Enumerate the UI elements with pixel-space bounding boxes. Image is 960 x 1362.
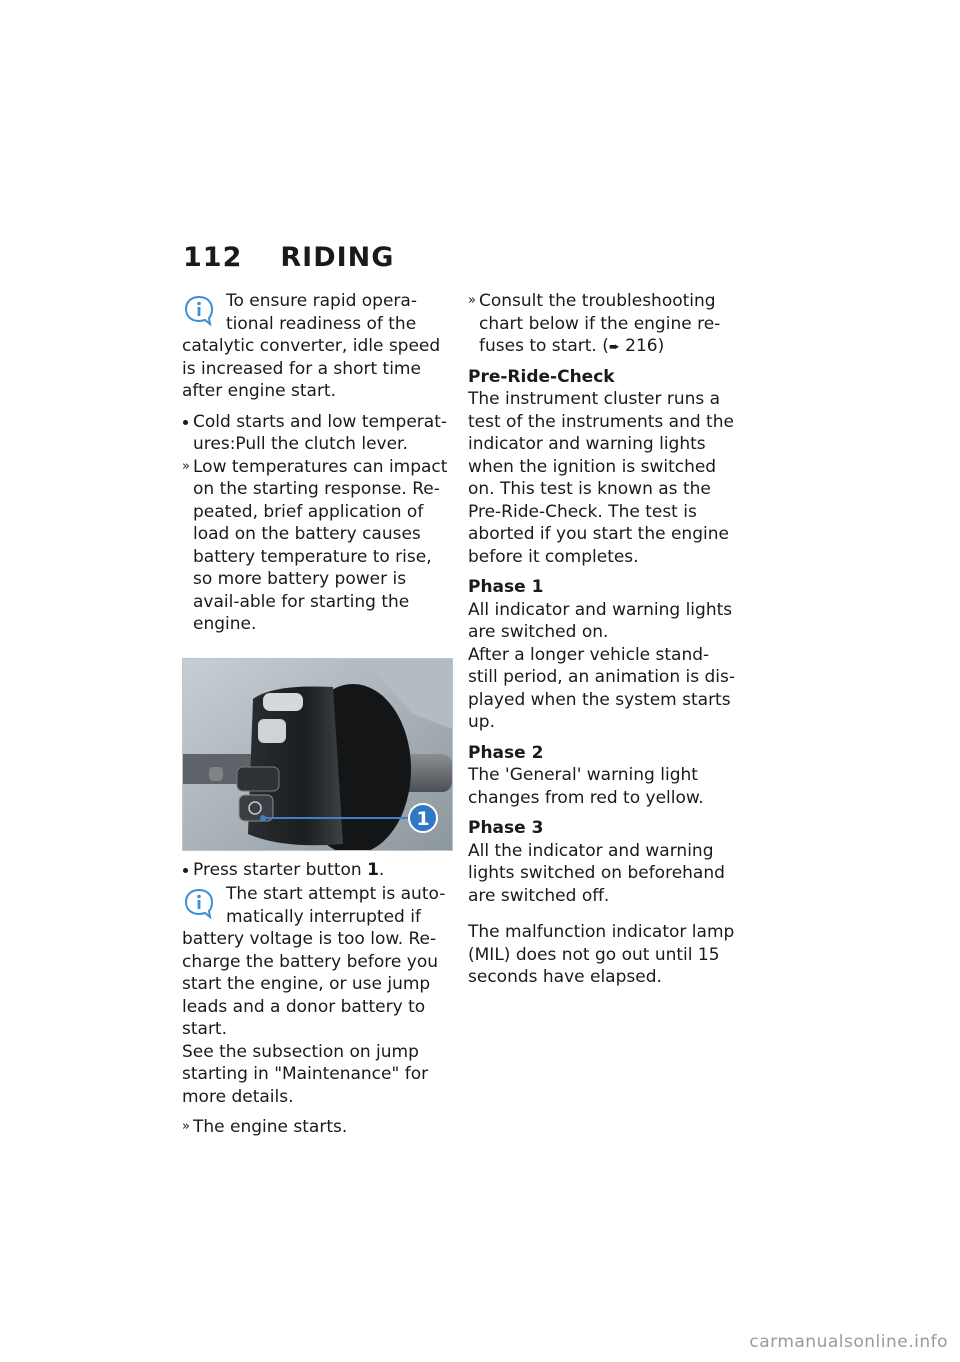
page-ref[interactable]: 216 bbox=[625, 336, 658, 356]
info-note-battery bbox=[182, 883, 452, 1108]
note-line-1: To ensure rapid opera- bbox=[226, 291, 417, 311]
info-note-catalytic bbox=[182, 290, 452, 403]
phase-2-text: The 'General' warning light changes from red to yellow. bbox=[468, 765, 704, 808]
phase-2-heading: Phase 2 bbox=[468, 742, 544, 763]
result-consult-chart: » Consult the troubleshooting chart below if the engine re-fuses to start. (➨ 216) bbox=[468, 291, 721, 356]
phase-1-heading: Phase 1 bbox=[468, 577, 544, 597]
phase-1-animation-text: After a longer vehicle stand-still period, an animation is dis-played when the system starts up. bbox=[468, 644, 736, 732]
section-title: RIDING bbox=[280, 242, 395, 273]
note-extra-text: See the subsection on jump starting in "Maintenance" for more details. bbox=[182, 1041, 429, 1107]
pre-ride-check-heading: Pre-Ride-Check bbox=[468, 366, 615, 387]
result-arrow-icon: » bbox=[182, 1119, 190, 1134]
result-arrow-icon: » bbox=[468, 293, 476, 308]
note-text: battery voltage is too low. Re-charge the battery before you start the engine, or use jump leads and a donor battery to start. bbox=[182, 929, 438, 1039]
left-column bbox=[182, 290, 452, 1139]
info-icon bbox=[182, 887, 216, 921]
figure-callout-1: 1 bbox=[416, 807, 430, 830]
starter-button-figure bbox=[182, 658, 453, 851]
phase-1-text: All indicator and warning lights are switched on. bbox=[468, 599, 733, 642]
watermark: carmanualsonline.info bbox=[749, 1332, 948, 1352]
right-column bbox=[468, 290, 738, 997]
bullet-cold-start: Cold starts and low temperat-ures:Pull the clutch lever. bbox=[182, 411, 452, 456]
starter-button-ref: 1 bbox=[367, 859, 379, 880]
note-line-1: The start attempt is auto- bbox=[226, 884, 446, 904]
bullet-press-starter: Press starter button 1. bbox=[182, 859, 452, 882]
result-engine-starts: » The engine starts. bbox=[182, 1117, 348, 1137]
phase-3-heading: Phase 3 bbox=[468, 818, 544, 838]
result-arrow-icon: » bbox=[182, 458, 190, 474]
pre-ride-check-text: The instrument cluster runs a test of the instruments and the indicator and warning lights when the ignition is switched on. This test is known as the Pre-Ride-Check. The test is aborted if you start the engine before it completes. bbox=[468, 389, 734, 567]
note-text: catalytic converter, idle speed is increased for a short time after engine start. bbox=[182, 336, 441, 401]
note-line-2: matically interrupted if bbox=[226, 906, 421, 927]
mil-text: The malfunction indicator lamp (MIL) does not go out until 15 seconds have elapsed. bbox=[468, 922, 735, 987]
info-icon bbox=[182, 294, 216, 328]
page-header bbox=[183, 242, 394, 273]
note-line-2: tional readiness of the bbox=[226, 313, 417, 334]
phase-3-text: All the indicator and warning lights switched on beforehand are switched off. bbox=[468, 840, 725, 906]
page-number: 112 bbox=[183, 242, 243, 273]
page-ref-arrow-icon: ➨ bbox=[608, 340, 620, 355]
result-low-temperature: » Low temperatures can impact on the starting response. Re-peated, brief application of load on the battery causes battery temperature to rise, so more battery power is avail-able for starting the engine. bbox=[182, 456, 448, 634]
handlebar-switch-illustration bbox=[183, 659, 452, 850]
